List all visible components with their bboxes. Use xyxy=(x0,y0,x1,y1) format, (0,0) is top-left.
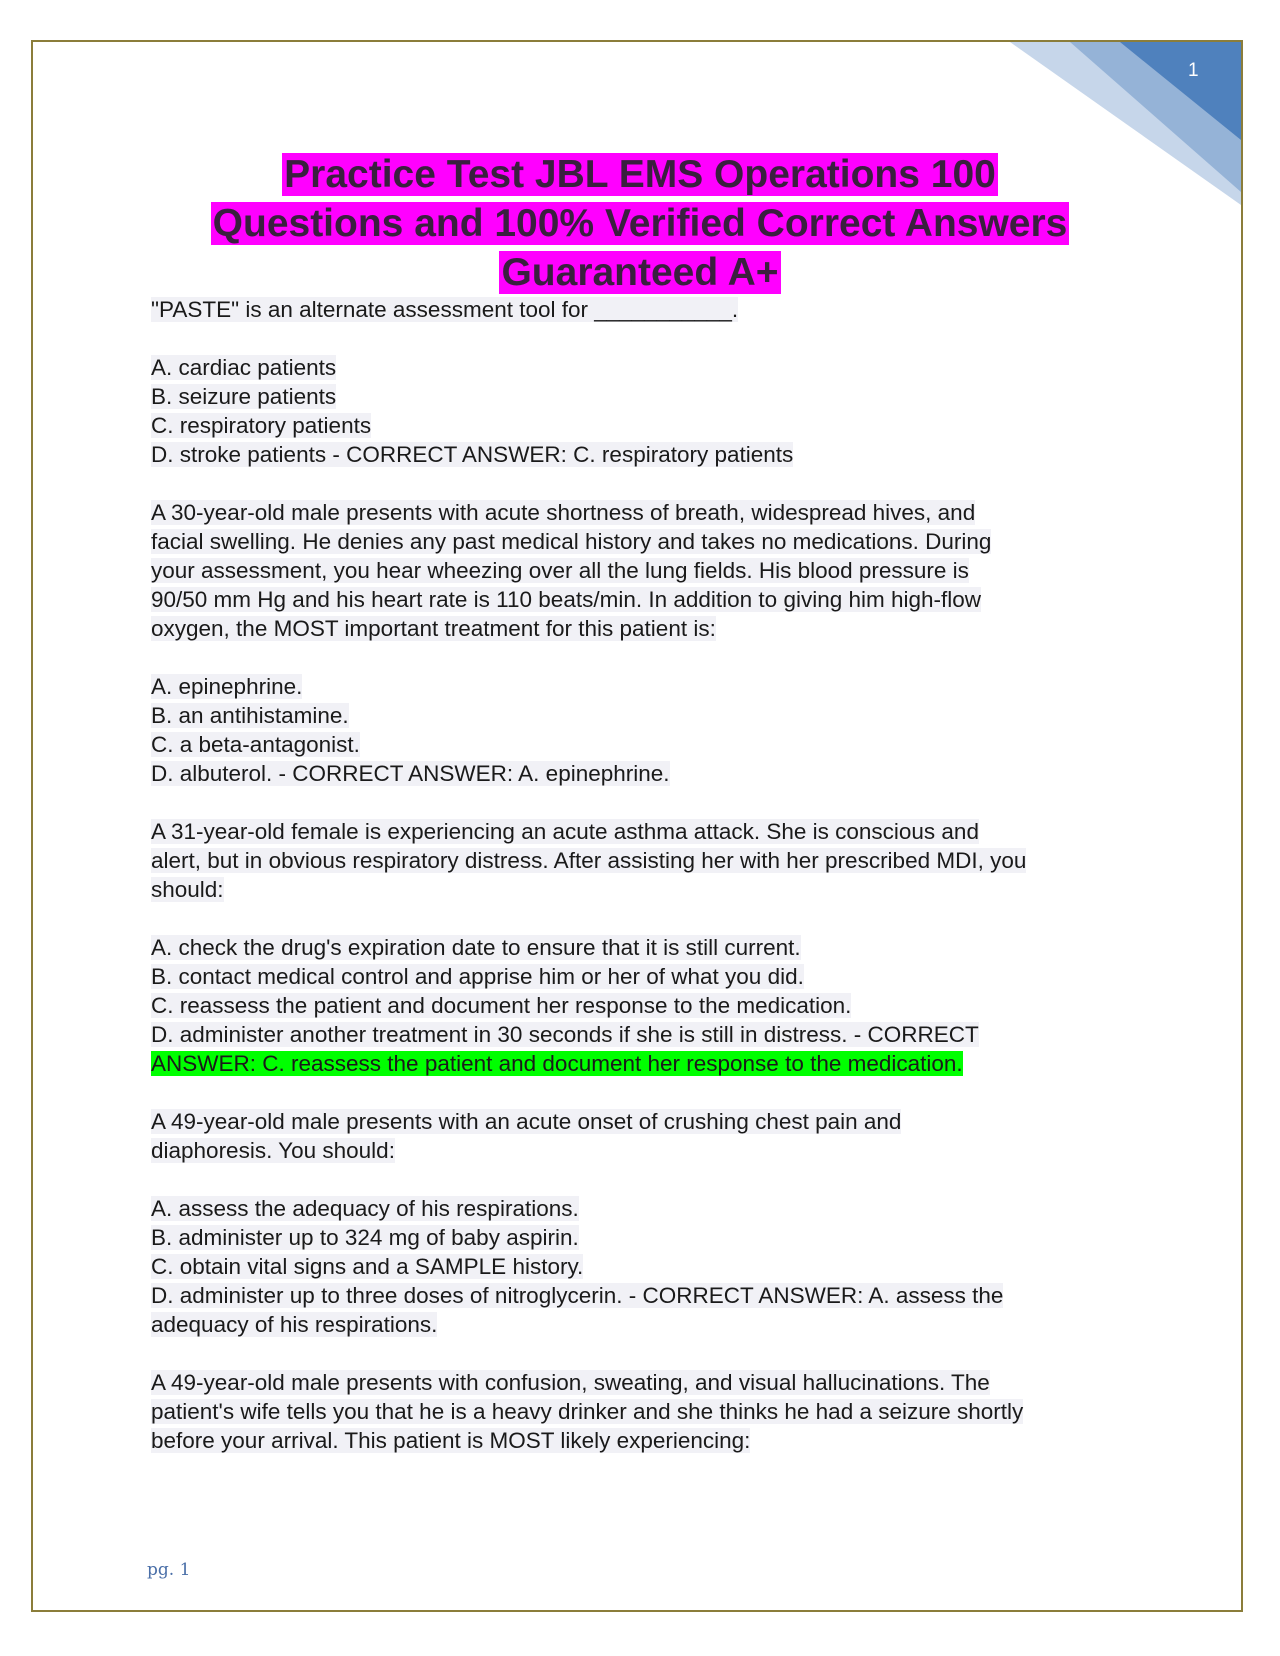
answer-option: C. a beta-antagonist. xyxy=(151,732,360,757)
answer-option: D. stroke patients - CORRECT ANSWER: C. respiratory patients xyxy=(151,442,794,467)
answer-option: D. albuterol. - CORRECT ANSWER: A. epinephrine. xyxy=(151,761,670,786)
question-item xyxy=(151,498,1136,788)
answer-option: C. obtain vital signs and a SAMPLE history. xyxy=(151,1254,584,1279)
question-text: your assessment, you hear wheezing over all the lung fields. His blood pressure is xyxy=(151,558,969,583)
title-text: Questions and 100% Verified Correct Answers xyxy=(212,202,1068,245)
answer-option: B. administer up to 324 mg of baby aspirin. xyxy=(151,1225,579,1250)
question-text: A 30-year-old male presents with acute shortness of breath, widespread hives, and xyxy=(151,500,976,525)
question-text: 90/50 mm Hg and his heart rate is 110 beats/min. In addition to giving him high-flow xyxy=(151,587,982,612)
question-text: patient's wife tells you that he is a heavy drinker and she thinks he had a seizure shortly xyxy=(151,1399,1024,1424)
answer-option: D. administer up to three doses of nitroglycerin. - CORRECT ANSWER: A. assess the xyxy=(151,1283,1004,1308)
question-item xyxy=(151,817,1136,1078)
answer-option: adequacy of his respirations. xyxy=(151,1312,438,1337)
question-text: before your arrival. This patient is MOST likely experiencing: xyxy=(151,1428,751,1453)
question-item xyxy=(151,295,1136,469)
question-text: oxygen, the MOST important treatment for this patient is: xyxy=(151,616,716,641)
title-text: Guaranteed A+ xyxy=(501,251,779,294)
answer-option: C. reassess the patient and document her response to the medication. xyxy=(151,993,852,1018)
page-number: 1 xyxy=(1188,60,1199,81)
question-item xyxy=(151,1368,1136,1455)
question-text: A 31-year-old female is experiencing an acute asthma attack. She is conscious and xyxy=(151,819,979,844)
answer-option: B. an antihistamine. xyxy=(151,703,349,728)
question-item xyxy=(151,1107,1136,1339)
title-line xyxy=(152,199,1128,248)
question-text: facial swelling. He denies any past medical history and takes no medications. During xyxy=(151,529,992,554)
document-title xyxy=(152,150,1128,297)
answer-option: A. assess the adequacy of his respirations. xyxy=(151,1196,579,1221)
answer-option: C. respiratory patients xyxy=(151,413,372,438)
question-text: should: xyxy=(151,877,224,902)
answer-option: B. seizure patients xyxy=(151,384,337,409)
answer-option: A. check the drug's expiration date to ensure that it is still current. xyxy=(151,935,801,960)
title-line xyxy=(152,150,1128,199)
answer-option: A. epinephrine. xyxy=(151,674,303,699)
answer-option: B. contact medical control and apprise him or her of what you did. xyxy=(151,964,804,989)
question-text: A 49-year-old male presents with an acute onset of crushing chest pain and xyxy=(151,1109,902,1134)
question-text: diaphoresis. You should: xyxy=(151,1138,395,1163)
highlighted-correct-answer: ANSWER: C. reassess the patient and document her response to the medication. xyxy=(151,1051,963,1076)
question-list xyxy=(151,295,1136,1455)
answer-option: A. cardiac patients xyxy=(151,355,337,380)
question-text: "PASTE" is an alternate assessment tool for ___________. xyxy=(151,297,739,322)
page-footer: pg. 1 xyxy=(147,1560,191,1580)
title-text: Practice Test JBL EMS Operations 100 xyxy=(284,153,996,196)
title-line xyxy=(152,248,1128,297)
question-text: A 49-year-old male presents with confusion, sweating, and visual hallucinations. The xyxy=(151,1370,990,1395)
answer-option: D. administer another treatment in 30 seconds if she is still in distress. - CORRECT xyxy=(151,1022,979,1047)
question-text: alert, but in obvious respiratory distress. After assisting her with her prescribed MDI, you xyxy=(151,848,1027,873)
